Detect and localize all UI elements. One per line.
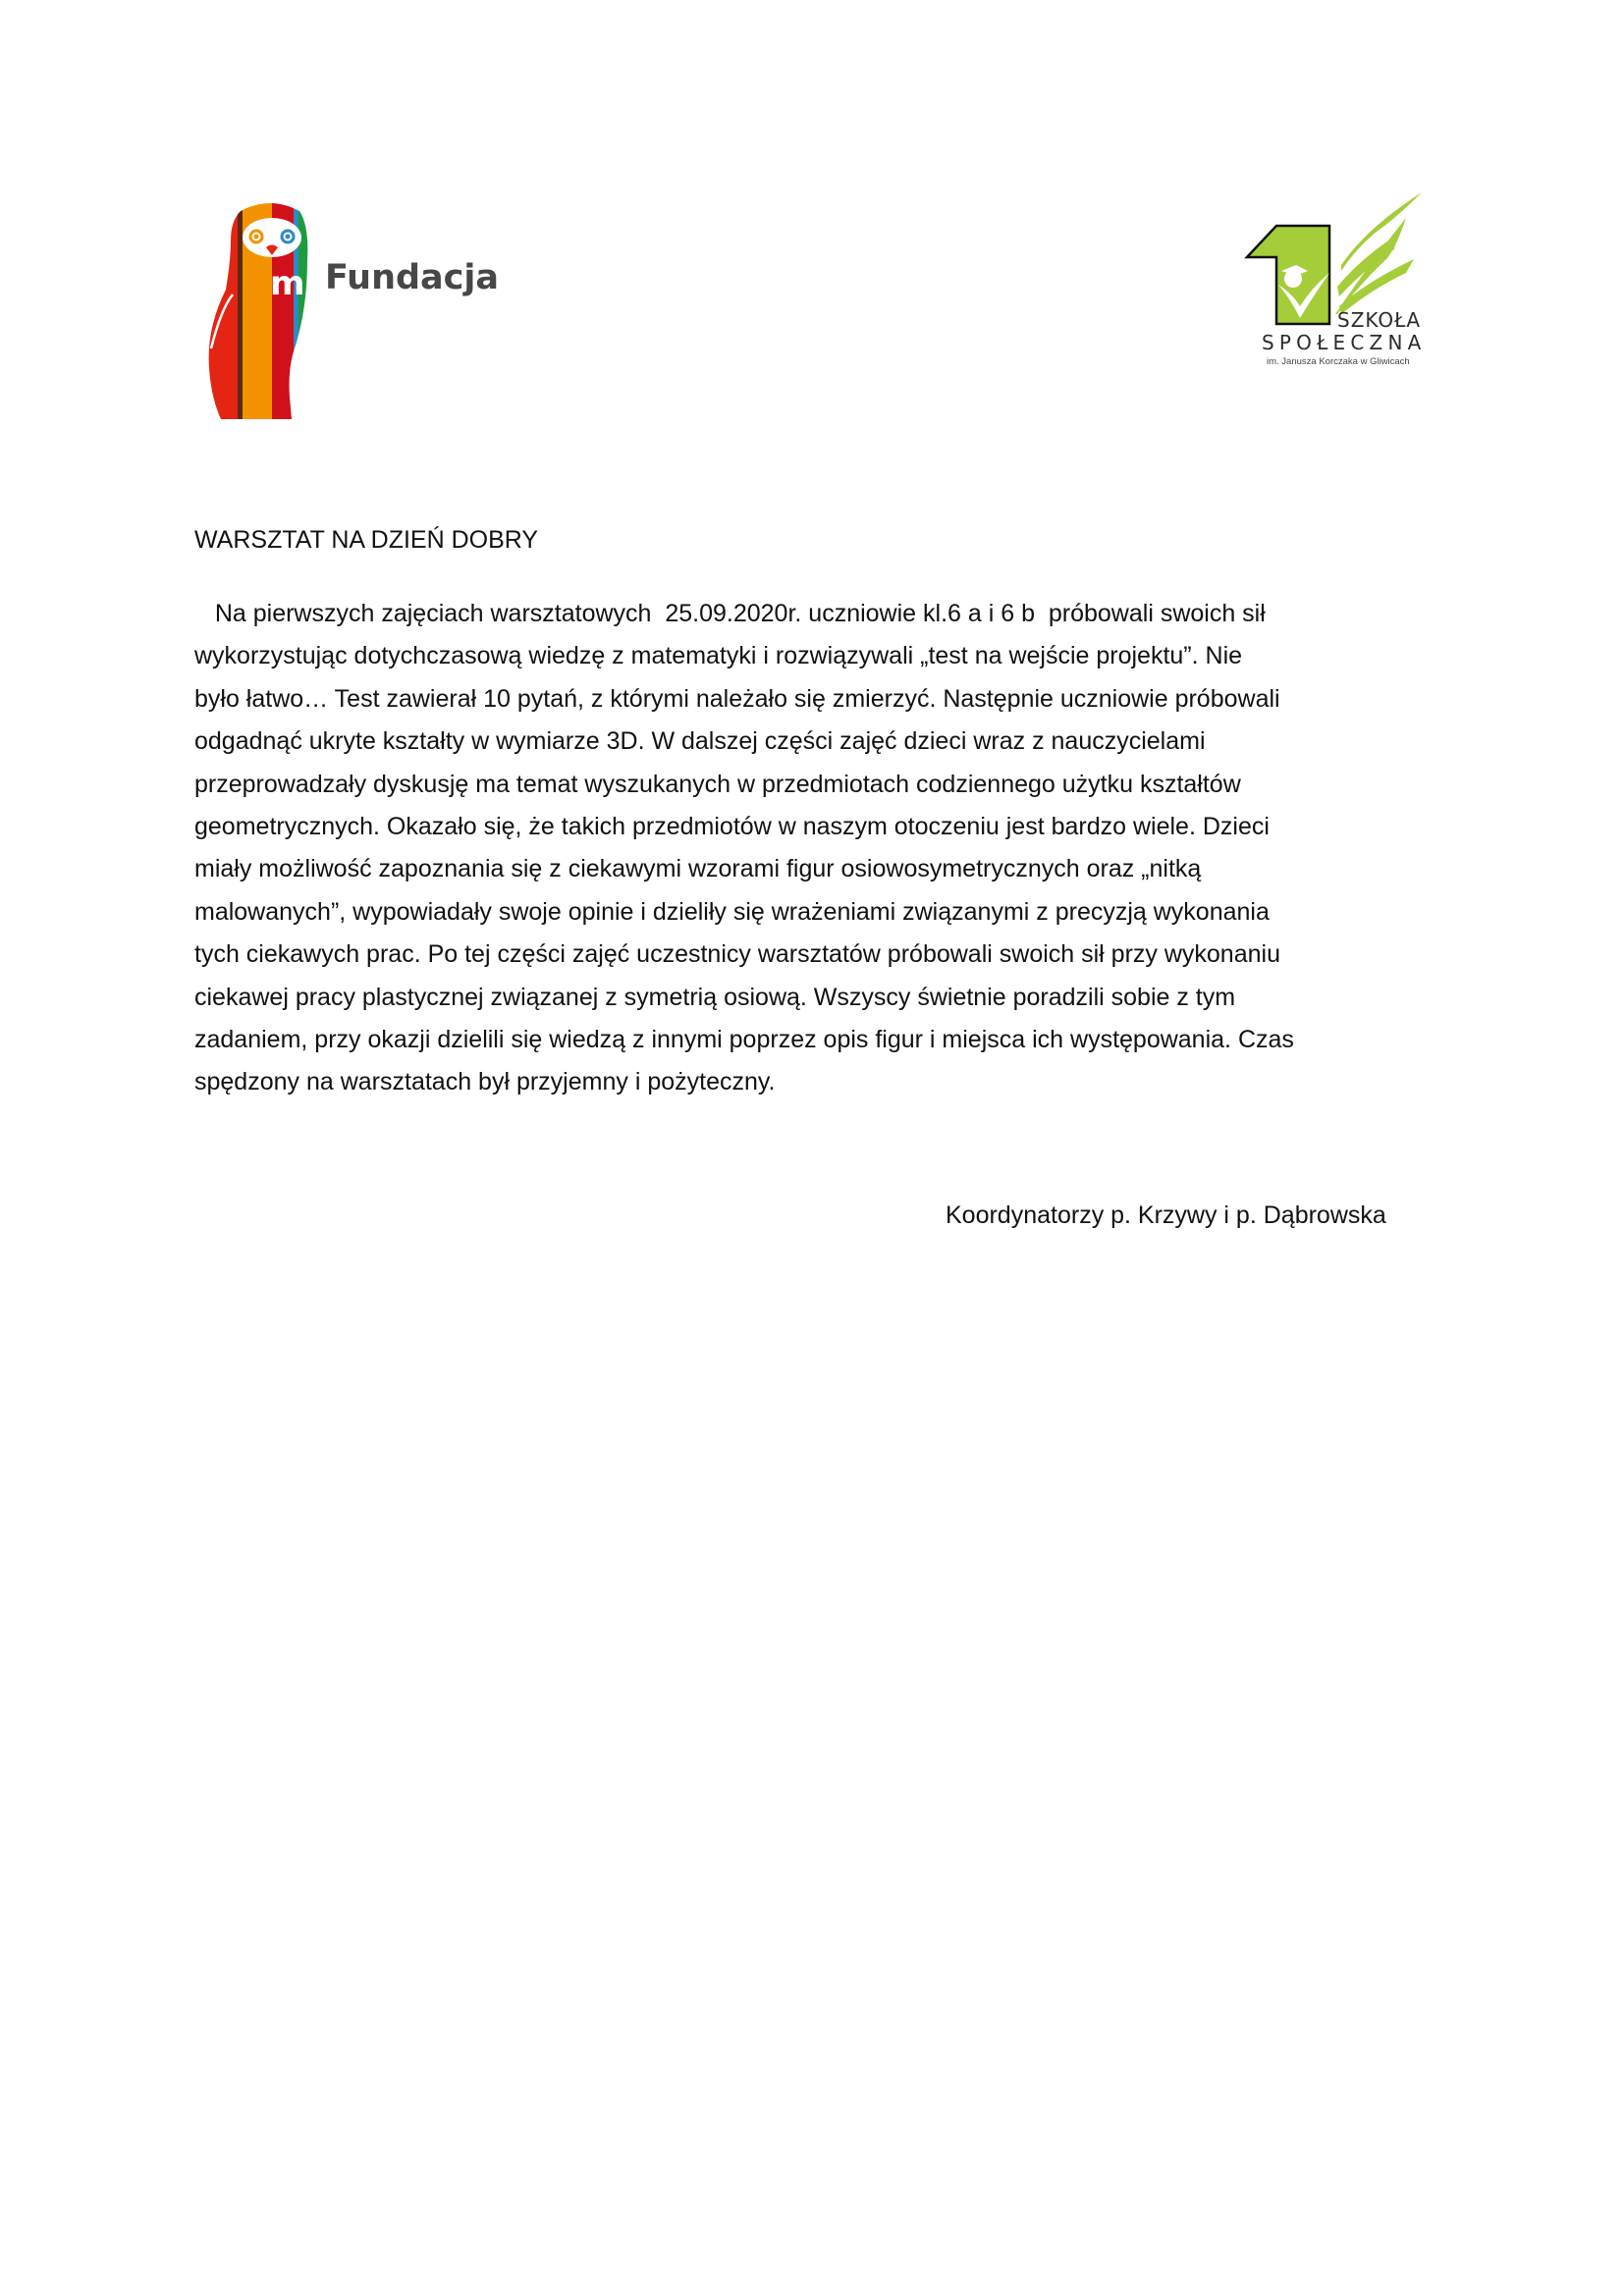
mfundacja-logo (201, 201, 500, 422)
school-name-line2: SPOŁECZNA (1262, 331, 1427, 354)
body-line: malowanych”, wypowiadały swoje opinie i dzieliły się wrażeniami związanymi z precyzją wykonania (194, 897, 1270, 926)
szkola-spoleczna-logo (1239, 188, 1435, 375)
body-line: spędzony na warsztatach był przyjemny i pożyteczny. (194, 1068, 776, 1096)
fundacja-text: Fundacja (325, 258, 500, 297)
school-name-line1: SZKOŁA (1337, 308, 1422, 332)
body-line: wykorzystując dotychczasową wiedzę z matematyki i rozwiązywali „test na wejście projektu”. Nie (194, 642, 1243, 670)
body-line: Na pierwszych zajęciach warsztatowych 25.09.2020r. uczniowie kl.6 a i 6 b próbowali swoich sił (194, 600, 1266, 627)
school-patron-line: im. Janusza Korczaka w Gliwicach (1267, 356, 1410, 367)
body-line: przeprowadzały dyskusję ma temat wyszukanych w przedmiotach codziennego użytku kształtów (194, 770, 1241, 798)
signature: Koordynatorzy p. Krzywy i p. Dąbrowska (946, 1201, 1386, 1229)
owl-icon (201, 201, 329, 422)
m-mark: m (270, 264, 305, 303)
document-title: WARSZTAT NA DZIEŃ DOBRY (194, 526, 539, 554)
body-paragraph (194, 593, 1432, 1104)
body-line: tych ciekawych prac. Po tej części zajęć uczestnicy warsztatów próbowali swoich sił przy wykonaniu (194, 940, 1280, 969)
body-line: miały możliwość zapoznania się z ciekawymi wzorami figur osiowosymetrycznych oraz „nitką (194, 855, 1202, 883)
body-line: geometrycznych. Okazało się, że takich przedmiotów w naszym otoczeniu jest bardzo wiele. Dzieci (194, 812, 1270, 840)
body-line: odgadnąć ukryte kształty w wymiarze 3D. W dalszej części zajęć dzieci wraz z nauczycielami (194, 727, 1206, 756)
body-line: było łatwo… Test zawierał 10 pytań, z którymi należało się zmierzyć. Następnie uczniowie próbowali (194, 684, 1280, 713)
body-line: ciekawej pracy plastycznej związanej z symetrią osiową. Wszyscy świetnie poradzili sobie z tym (194, 983, 1236, 1011)
body-line: zadaniem, przy okazji dzielili się wiedzą z innymi poprzez opis figur i miejsca ich występowania. Czas (194, 1025, 1294, 1053)
